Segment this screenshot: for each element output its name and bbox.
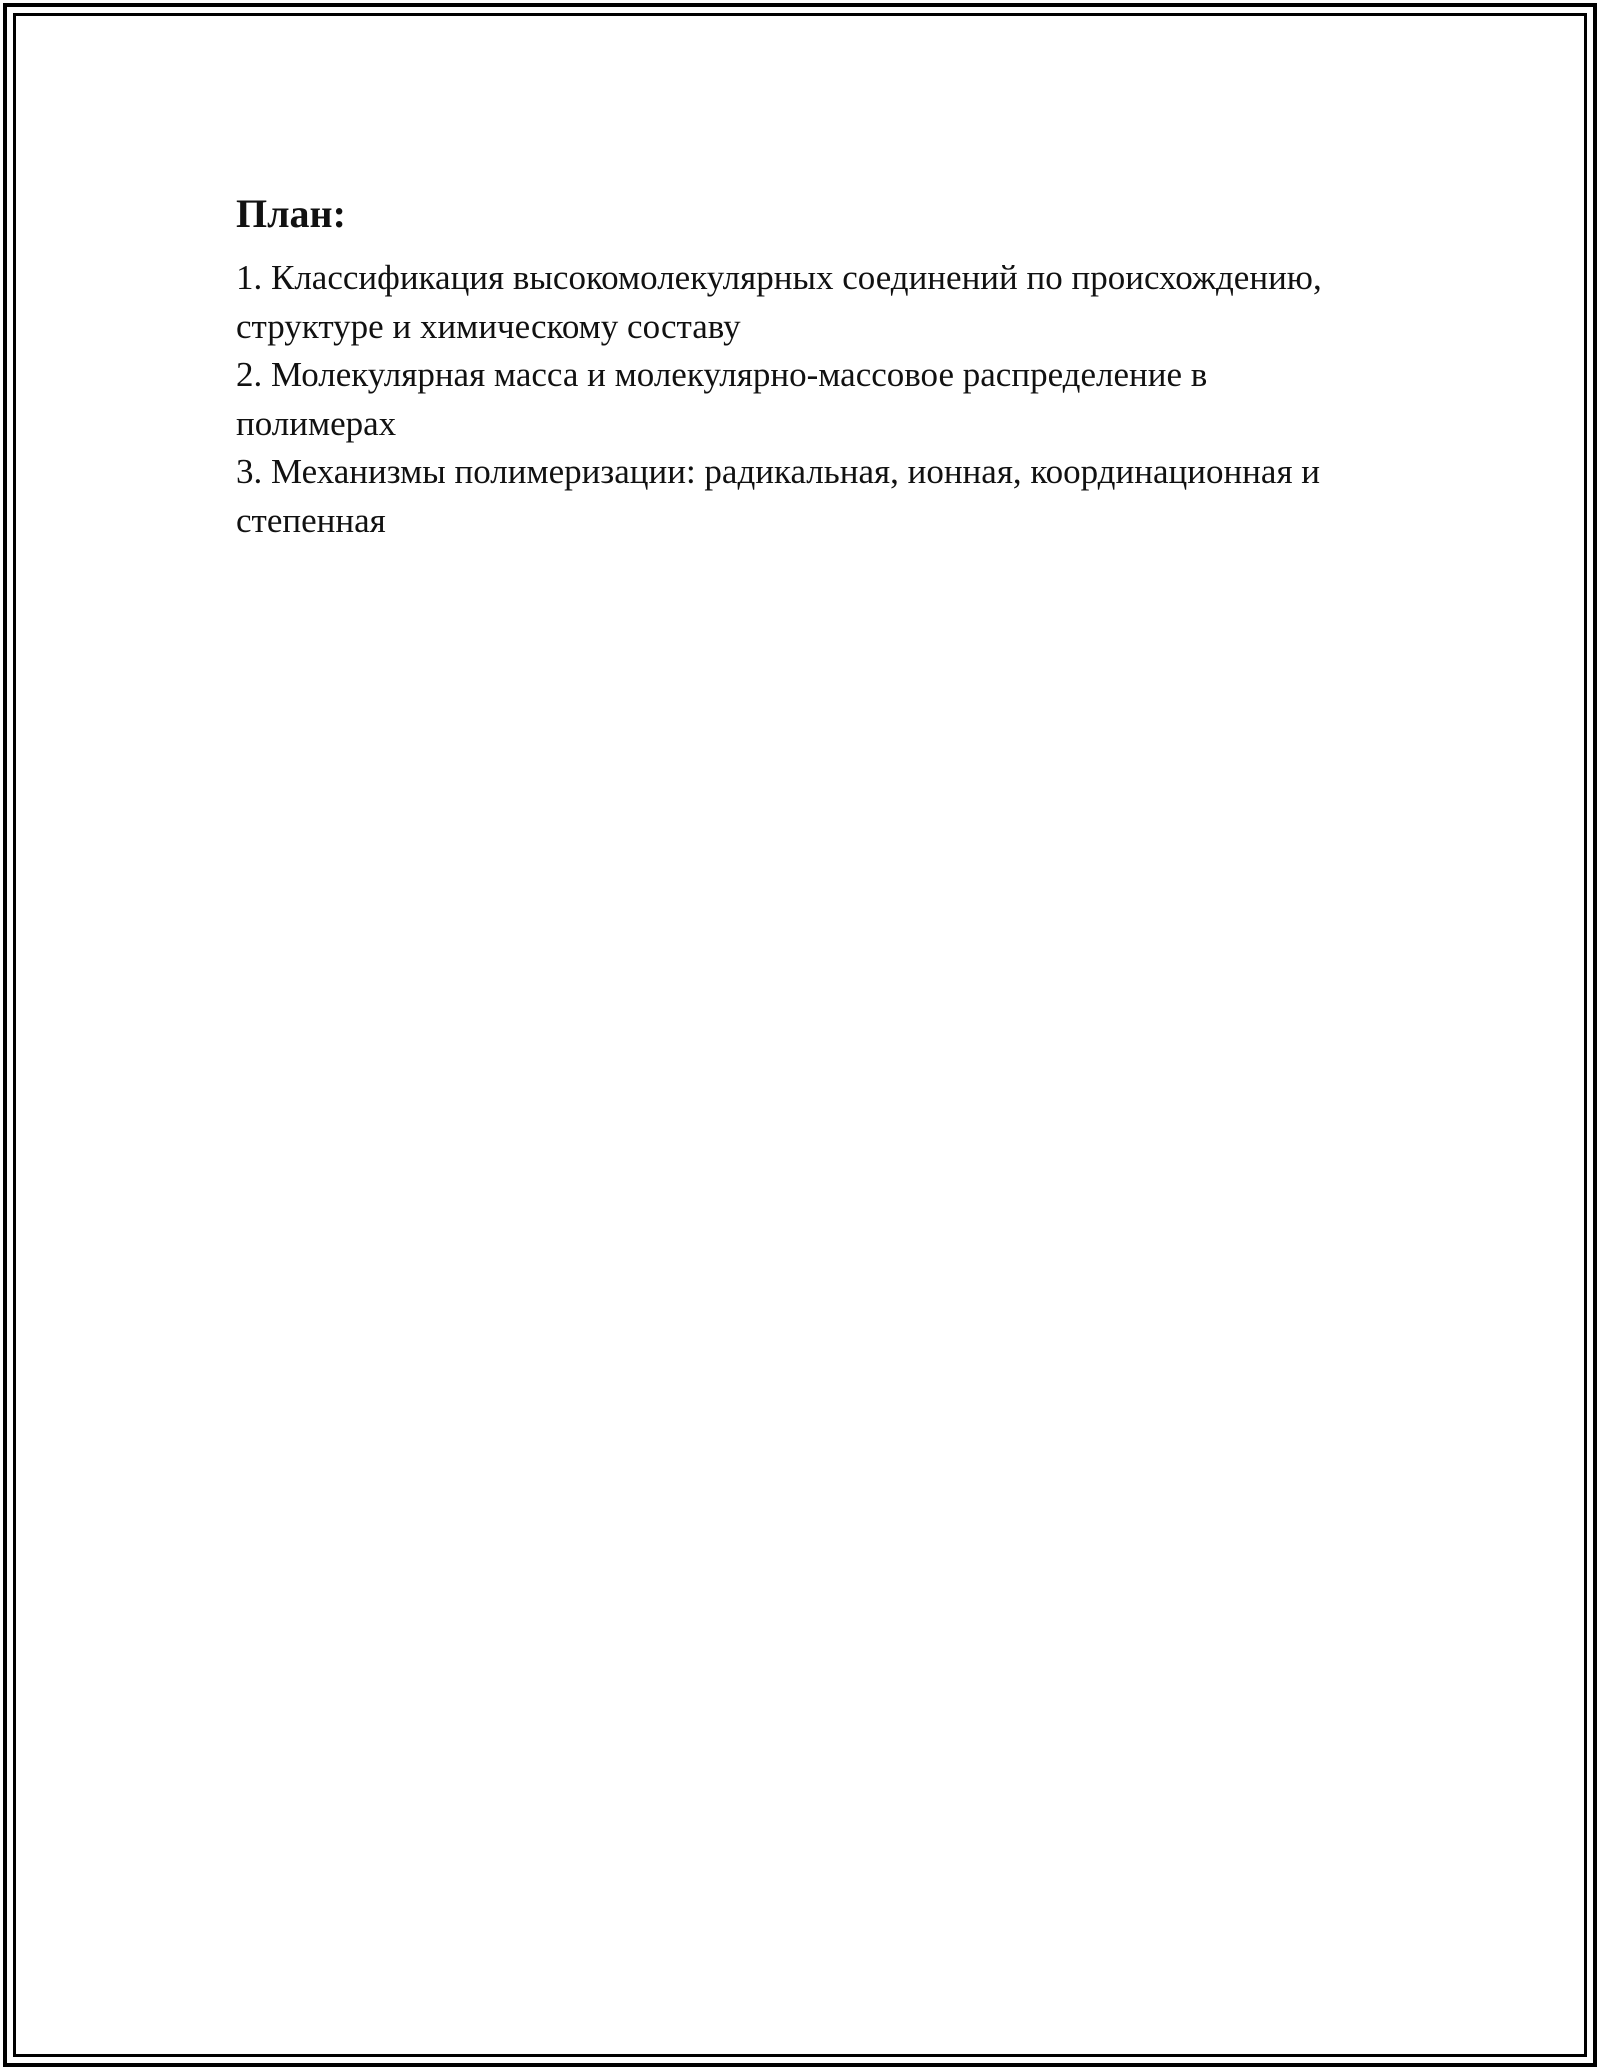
plan-heading: План:: [236, 191, 346, 236]
plan-item-1: 1. Классификация высокомолекулярных соединений по происхождению, структуре и химическому составу: [236, 258, 1322, 346]
plan-section: [236, 186, 1356, 545]
plan-list: [236, 254, 1356, 545]
plan-item-2: 2. Молекулярная масса и молекулярно-массовое распределение в полимерах: [236, 355, 1208, 443]
plan-item-3: 3. Механизмы полимеризации: радикальная, ионная, координационная и степенная: [236, 452, 1321, 540]
